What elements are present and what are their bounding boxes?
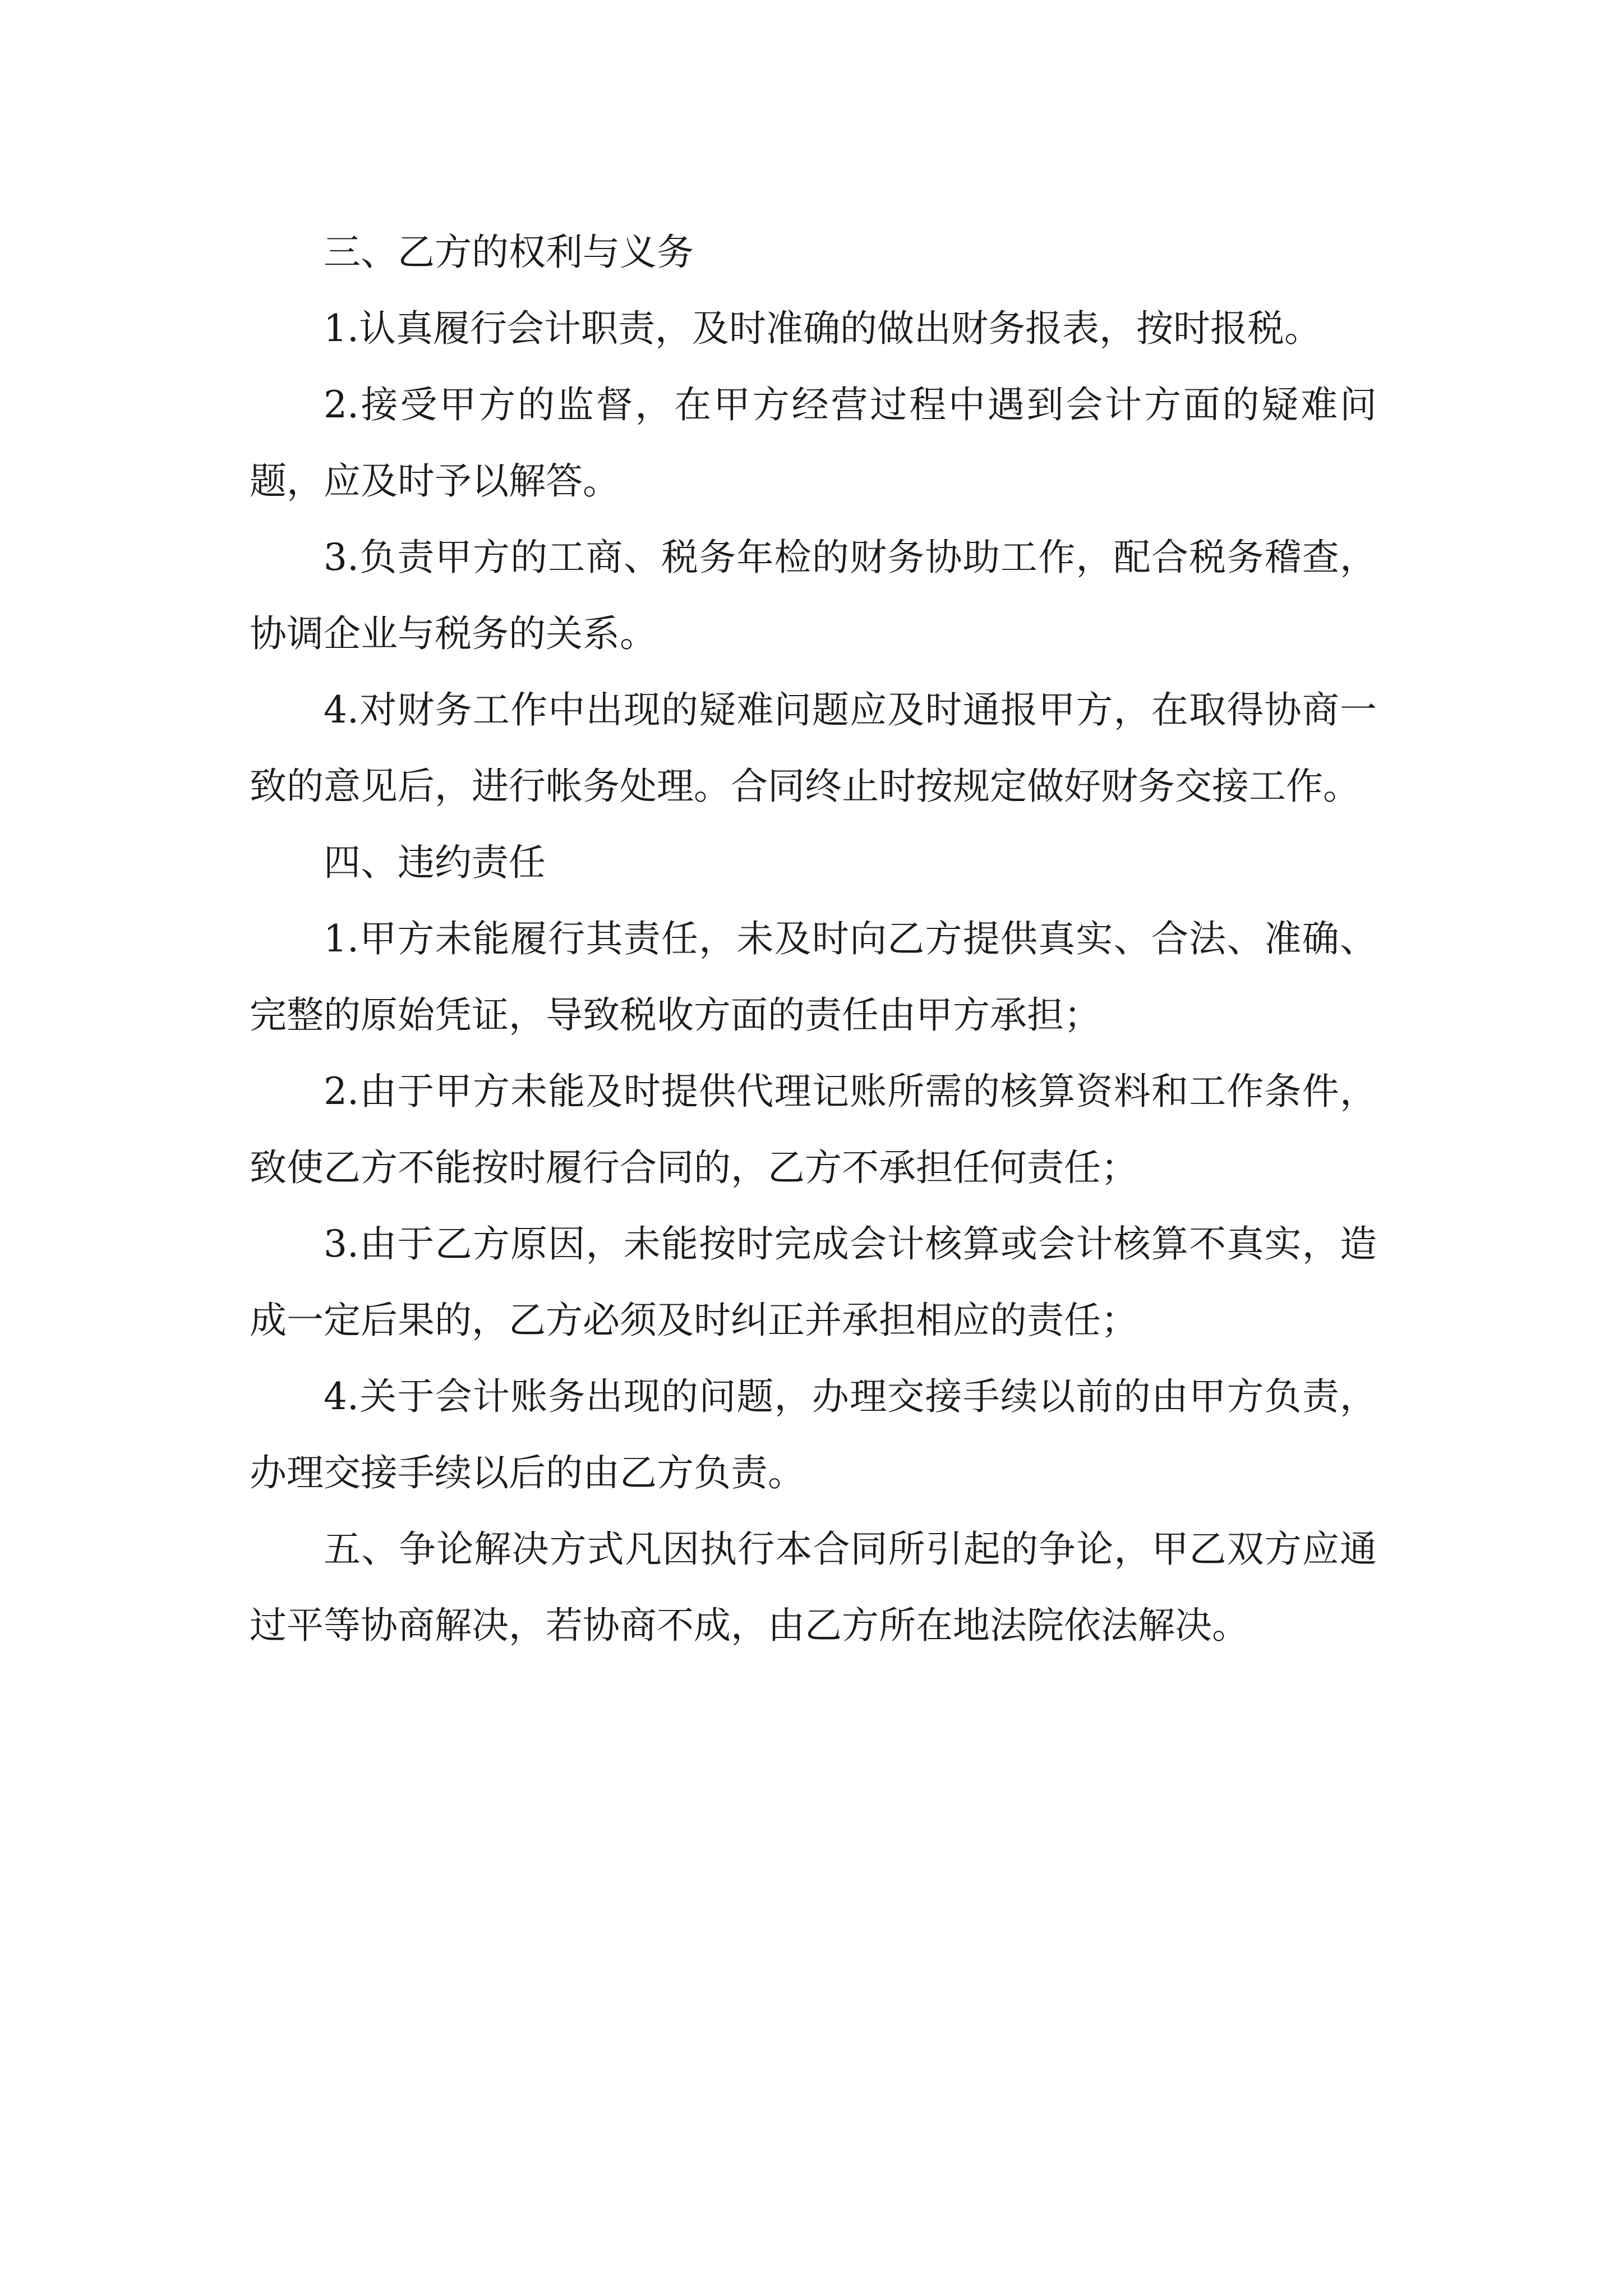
section-heading-3: 三、乙方的权利与义务 bbox=[324, 231, 694, 274]
clause-3-2: 2.接受甲方的监督，在甲方经营过程中遇到会计方面的疑难问题，应及时予以解答。 bbox=[250, 383, 1377, 503]
clause-3-4: 4.对财务工作中出现的疑难问题应及时通报甲方，在取得协商一致的意见后，进行帐务处理。合同终止时按规定做好财务交接工作。 bbox=[250, 688, 1377, 808]
section-heading-4: 四、违约责任 bbox=[324, 841, 546, 884]
clause-4-3: 3.由于乙方原因，未能按时完成会计核算或会计核算不真实，造成一定后果的，乙方必须及时纠正并承担相应的责任； bbox=[250, 1222, 1377, 1342]
clause-3-1: 1.认真履行会计职责，及时准确的做出财务报表，按时报税。 bbox=[324, 307, 1321, 350]
clause-4-1: 1.甲方未能履行其责任，未及时向乙方提供真实、合法、准确、完整的原始凭证，导致税收方面的责任由甲方承担； bbox=[250, 917, 1377, 1037]
clause-4-4: 4.关于会计账务出现的问题，办理交接手续以前的由甲方负责，办理交接手续以后的由乙方负责。 bbox=[250, 1375, 1377, 1494]
clause-4-2: 2.由于甲方未能及时提供代理记账所需的核算资料和工作条件，致使乙方不能按时履行合同的，乙方不承担任何责任； bbox=[250, 1070, 1377, 1189]
document-body bbox=[250, 214, 1377, 1664]
clause-3-3: 3.负责甲方的工商、税务年检的财务协助工作，配合税务稽查，协调企业与税务的关系。 bbox=[250, 536, 1377, 655]
section-5-dispute-resolution: 五、争论解决方式凡因执行本合同所引起的争论，甲乙双方应通过平等协商解决，若协商不成，由乙方所在地法院依法解决。 bbox=[250, 1527, 1377, 1647]
